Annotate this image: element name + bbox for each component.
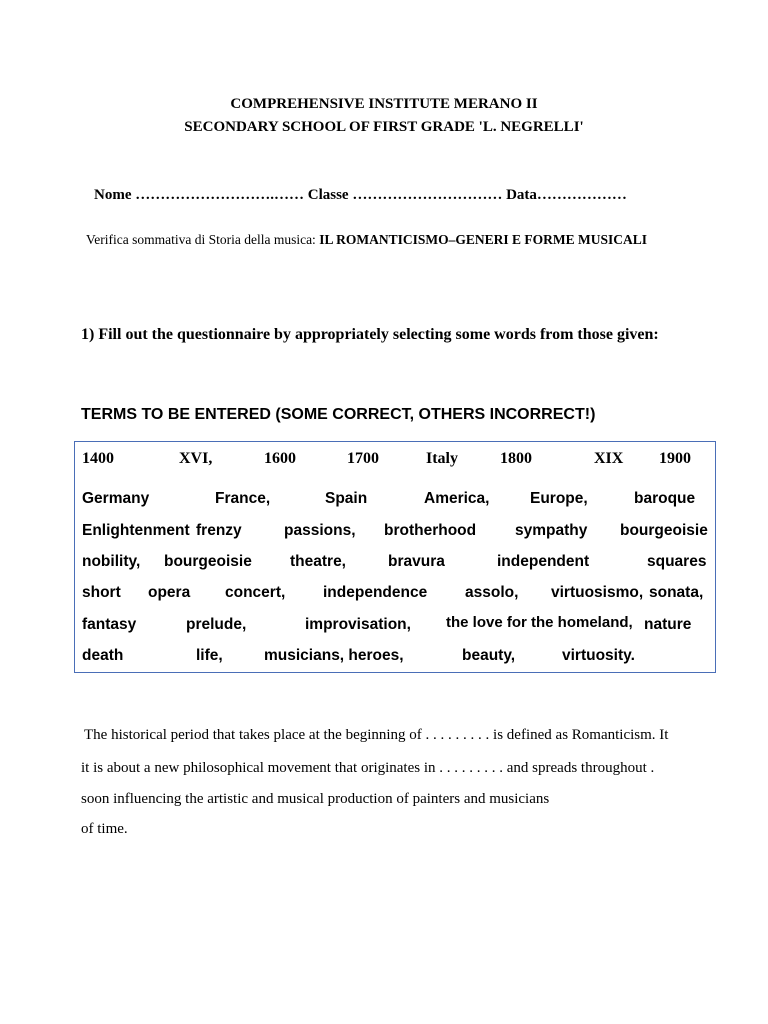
terms-heading: TERMS TO BE ENTERED (SOME CORRECT, OTHERS INCORRECT!) <box>81 406 596 423</box>
paragraph-line: of time. <box>81 821 128 837</box>
test-description <box>86 232 647 248</box>
term-word: 1800 <box>500 450 532 467</box>
test-topic: IL ROMANTICISMO–GENERI E FORME MUSICALI <box>319 232 647 247</box>
term-word: beauty, <box>462 647 516 664</box>
term-word: frenzy <box>196 522 242 539</box>
paragraph-line: it is about a new philosophical movement that originates in . . . . . . . . . and spreads throughout . <box>81 760 655 776</box>
term-word: bourgeoisie <box>164 553 252 570</box>
term-word: 1400 <box>82 450 114 467</box>
term-word: XVI, <box>179 450 213 467</box>
term-word: XIX <box>594 450 624 467</box>
term-word: bravura <box>388 553 445 570</box>
term-word: assolo, <box>465 584 519 601</box>
term-word: independent <box>497 553 590 570</box>
term-word: virtuosity. <box>562 647 635 664</box>
term-word: improvisation, <box>305 616 411 633</box>
term-word: passions, <box>284 522 356 539</box>
term-word: America, <box>424 490 490 507</box>
student-fields-line: Nome ……………………….…… Classe ………………………… Data……………… <box>94 187 627 203</box>
term-word: concert, <box>225 584 286 601</box>
term-word: Germany <box>82 490 150 507</box>
paragraph-line: The historical period that takes place at the beginning of . . . . . . . . . is defined as Romanticism. It <box>84 727 669 743</box>
term-word: 1700 <box>347 450 379 467</box>
term-word: the love for the homeland, <box>446 614 633 631</box>
term-word: nature <box>644 616 692 633</box>
school-title: COMPREHENSIVE INSTITUTE MERANO II <box>230 96 538 112</box>
term-word: France, <box>215 490 271 507</box>
school-subtitle: SECONDARY SCHOOL OF FIRST GRADE 'L. NEGRELLI' <box>184 119 584 135</box>
paragraph-line: soon influencing the artistic and musical production of painters and musicians <box>81 791 550 807</box>
term-word: short <box>82 584 121 601</box>
term-word: virtuosismo, <box>551 584 644 601</box>
term-word: Enlightenment <box>82 522 190 539</box>
question-1-instruction: 1) Fill out the questionnaire by appropriately selecting some words from those given: <box>81 326 659 343</box>
term-word: brotherhood <box>384 522 477 539</box>
term-word: Spain <box>325 490 368 507</box>
term-word: musicians, heroes, <box>264 647 404 664</box>
term-word: squares <box>647 553 707 570</box>
terms-word-box <box>74 441 716 673</box>
term-word: 1900 <box>659 450 691 467</box>
term-word: opera <box>148 584 191 601</box>
term-word: fantasy <box>82 616 137 633</box>
term-word: independence <box>323 584 428 601</box>
term-word: sympathy <box>515 522 588 539</box>
term-word: Italy <box>426 450 458 467</box>
term-word: death <box>82 647 124 664</box>
test-description-prefix: Verifica sommativa di Storia della musica: <box>86 232 320 247</box>
term-word: Europe, <box>530 490 588 507</box>
term-word: 1600 <box>264 450 296 467</box>
term-word: bourgeoisie <box>620 522 708 539</box>
term-word: theatre, <box>290 553 346 570</box>
term-word: sonata, <box>649 584 704 601</box>
term-word: life, <box>196 647 223 664</box>
term-word: prelude, <box>186 616 247 633</box>
term-word: baroque <box>634 490 696 507</box>
term-word: nobility, <box>82 553 141 570</box>
